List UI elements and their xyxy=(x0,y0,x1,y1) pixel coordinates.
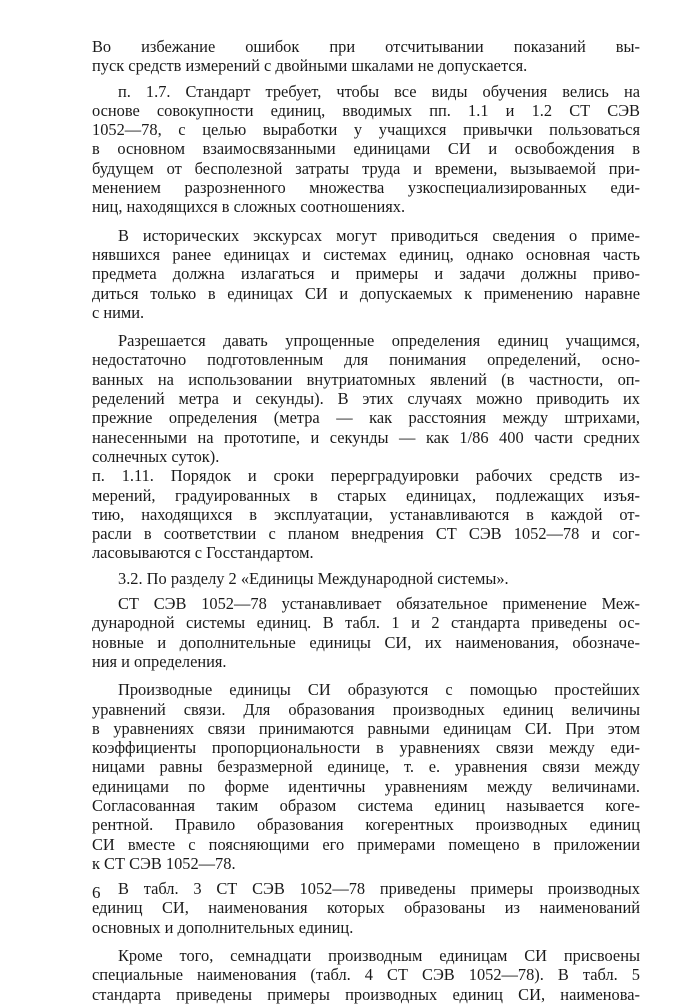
text-line: уравнений связи. Для образования производных единиц величины xyxy=(92,699,640,719)
body-text xyxy=(92,37,640,1004)
text-line: будущем от бесполезной затраты труда и времени, вызываемой при- xyxy=(92,158,640,178)
text-line: стандарта приведены примеры производных единиц СИ, наименова- xyxy=(92,984,640,1004)
text-line: солнечных суток). xyxy=(92,446,220,466)
text-line: Согласованная таким образом система единиц называется коге- xyxy=(92,795,640,815)
text-line: основе совокупности единиц, вводимых пп. 1.1 и 1.2 СТ СЭВ xyxy=(92,100,640,120)
text-line: рентной. Правило образования когерентных производных единиц xyxy=(92,815,640,835)
text-line: ределений метра и секунды). В этих случаях можно приводить их xyxy=(92,389,640,409)
paragraph-7 xyxy=(92,594,640,671)
text-line: ния и определения. xyxy=(92,651,227,671)
text-line: ванных на использовании внутриатомных явлений (в частности, оп- xyxy=(92,369,640,389)
text-line: менением разрозненного множества узкоспециализированных еди- xyxy=(92,178,640,198)
paragraph-3 xyxy=(92,226,640,322)
text-line: специальные наименования (табл. 4 СТ СЭВ 1052—78). В табл. 5 xyxy=(92,965,640,985)
text-line: Во избежание ошибок при отсчитывании показаний вы- xyxy=(92,37,640,56)
text-line: в уравнениях связи принимаются равными единицам СИ. При этом xyxy=(92,718,640,738)
paragraph-2 xyxy=(92,82,640,217)
text-line: ницами равны безразмерной единице, т. е. уравнения связи между xyxy=(92,757,640,777)
text-line: пуск средств измерений с двойными шкалами не допускается. xyxy=(92,56,528,76)
text-line: с ними. xyxy=(92,302,145,322)
text-line: основных и дополнительных единиц. xyxy=(92,917,354,937)
text-line: п. 1.11. Порядок и сроки перерградуировки рабочих средств из- xyxy=(92,466,640,486)
text-line: единиц СИ, наименования которых образованы из наименований xyxy=(92,898,640,918)
text-line: В табл. 3 СТ СЭВ 1052—78 приведены примеры производных xyxy=(118,879,640,899)
text-line: СИ вместе с поясняющими его примерами помещено в приложении xyxy=(92,834,640,854)
text-line: прежние определения (метра — как расстояния между штрихами, xyxy=(92,408,640,428)
text-line: Кроме того, семнадцати производным единицам СИ присвоены xyxy=(118,946,640,966)
page-number: 6 xyxy=(92,883,101,902)
text-line: нанесенными на прототипе, и секунды — как 1/86 400 части средних xyxy=(92,427,640,447)
text-line: коэффициенты пропорциональности в уравнениях связи между еди- xyxy=(92,738,640,758)
text-line: нявшихся ранее единицах и системах единиц, однако основная часть xyxy=(92,244,640,264)
paragraph-8 xyxy=(92,680,640,873)
text-line: СТ СЭВ 1052—78 устанавливает обязательное применение Меж- xyxy=(118,594,640,614)
text-line: мерений, градуированных в старых единицах, подлежащих изъя- xyxy=(92,485,640,505)
paragraph-4 xyxy=(92,331,640,466)
text-line: п. 1.7. Стандарт требует, чтобы все виды обучения велись на xyxy=(118,81,640,101)
text-line: дународной системы единиц. В табл. 1 и 2 стандарта приведены ос- xyxy=(92,613,640,633)
text-line: диться только в единицах СИ и допускаемых к применению наравне xyxy=(92,283,640,303)
section-heading xyxy=(92,569,640,588)
text-line: новные и дополнительные единицы СИ, их наименования, обозначе- xyxy=(92,632,640,652)
paragraph-10 xyxy=(92,946,640,1004)
text-line: ниц, находящихся в сложных соотношениях. xyxy=(92,197,406,217)
text-line: единицами по форме идентичны уравнениям между величинами. xyxy=(92,776,640,796)
paragraph-5 xyxy=(92,466,640,562)
text-line: предмета должна излагаться и примеры и задачи должны приво- xyxy=(92,264,640,284)
text-line: в основном взаимосвязанными единицами СИ и освобождения в xyxy=(92,139,640,159)
text-line: В исторических экскурсах могут приводиться сведения о приме- xyxy=(118,225,640,245)
text-line: ласовываются с Госстандартом. xyxy=(92,543,314,563)
text-line: 3.2. По разделу 2 «Единицы Международной системы». xyxy=(118,568,509,588)
text-line: расли в соответствии с планом внедрения СТ СЭВ 1052—78 и сог- xyxy=(92,524,640,544)
paragraph-1 xyxy=(92,37,640,76)
text-line: недостаточно подготовленным для понимания определений, осно- xyxy=(92,350,640,370)
text-line: Разрешается давать упрощенные определения единиц учащимся, xyxy=(118,331,640,351)
text-line: тию, находящихся в эксплуатации, устанавливаются в каждой от- xyxy=(92,504,640,524)
text-line: Производные единицы СИ образуются с помощью простейших xyxy=(118,680,640,700)
text-line: 1052—78, с целью выработки у учащихся привычки пользоваться xyxy=(92,120,640,140)
paragraph-9 xyxy=(92,879,640,937)
text-line: к СТ СЭВ 1052—78. xyxy=(92,853,236,873)
